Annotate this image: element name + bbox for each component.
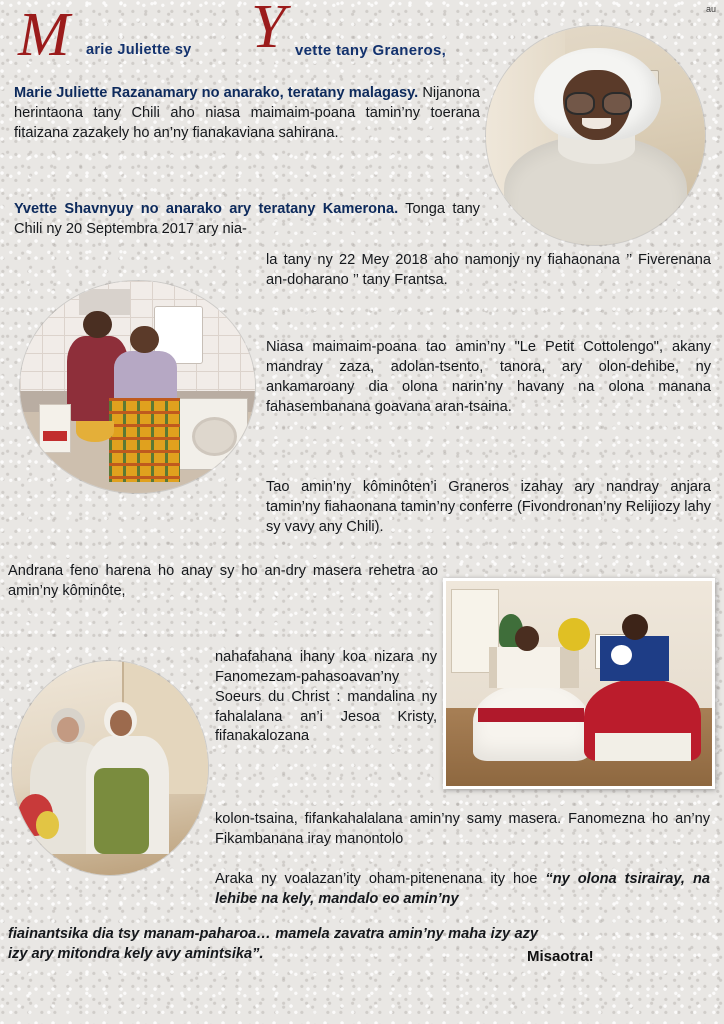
paragraph-intro-yvette-rest: Tonga tany Chili ny 20 Septembra 2017 ary nia-	[14, 201, 480, 237]
photo-woman2-underskirt	[595, 733, 691, 762]
paragraph-experience: Andrana feno harena ho anay sy ho an-dry masera rehetra ao amin’ny kôminôte,	[8, 563, 438, 599]
paragraph-arrival: la tany ny 22 Mey 2018 aho namonjy ny fiahaonana ’’ Fiverenana an-doharano ’’ tany Frantsa.	[266, 252, 711, 288]
photo-woman2-emblem	[611, 645, 632, 666]
photo-person2-apron	[109, 398, 180, 483]
drop-cap-m: M	[18, 1, 70, 69]
photo-range-hood	[79, 289, 131, 314]
paragraph-graneros-conference: Tao amin’ny kôminôten’i Graneros izahay ary nandray anjara tamin’ny fiahaonana tamin’ny conferre (Fivondronan’ny Relijiozy lahy sy vavy any Chili).	[266, 479, 711, 535]
two-women-traditional-dresses	[443, 578, 715, 789]
page-title	[14, 0, 514, 70]
photo-woman2-face	[110, 710, 132, 736]
paragraph-cottolengo: Niasa maimaim-poana tao amin’ny "Le Petit Cottolengo", akany mandray zaza, adolan-tsento, tanora, ary olon-dehibe, ny ankamaroany dia olona narin’ny havany na olona manana fahasembanana goavana aran-tsaina.	[266, 339, 711, 415]
kitchen-two-women-cooking	[20, 281, 255, 493]
paragraph-intro-marie-rest: Nijanona herintaona tany Chili aho niasa maimaim-poana tamin’ny toerana fitaizana zazakely ho an’ny fianakaviana sahirana.	[14, 85, 480, 141]
paragraph-intro-yvette	[14, 200, 480, 240]
photo-woman1-face	[57, 717, 79, 743]
photo-woman1-top	[497, 647, 561, 688]
photo-glasses-right	[602, 92, 632, 116]
photo-package	[39, 404, 72, 453]
photo-person-smile	[582, 118, 610, 129]
photo-person1-head	[83, 311, 111, 339]
photo-woman1-band	[478, 708, 584, 722]
proverb-line-one: “ny olona tsirairay, na lehibe na kely, mandalo eo amin’ny	[215, 871, 710, 907]
proverb-lead-in: Araka ny voalazan’ity oham-pitenenana ity hoe	[215, 871, 546, 887]
corner-tag: au	[705, 4, 716, 14]
photo-glasses-left	[565, 92, 595, 116]
drop-cap-y: Y	[251, 0, 286, 61]
photo-woman1-skirt	[473, 684, 590, 762]
photo-woman2-top	[600, 636, 669, 681]
photo-flowers	[558, 618, 590, 651]
photo-scarf	[94, 768, 149, 854]
title-part-one: arie Juliette sy	[86, 42, 192, 58]
paragraph-charism-sharing: nahafahana ihany koa nizara ny Fanomezam-pahasoavan’ny Soeurs du Christ : mandalina ny fahalalana an’i Jesoa Kristy, fifanakalozana	[215, 649, 437, 745]
photo-woman1-head	[515, 626, 539, 651]
title-part-two: vette tany Graneros,	[295, 42, 447, 59]
paragraph-intro-marie-bold: Marie Juliette Razanamary no anarako, teratany malagasy.	[14, 85, 419, 101]
closing-thanks: Misaotra!	[527, 948, 594, 965]
photo-person2-head	[130, 326, 158, 354]
paragraph-intro-marie	[14, 84, 480, 144]
photo-washing-machine	[175, 398, 248, 470]
paragraph-intro-yvette-bold: Yvette Shavnyuy no anarako ary teratany Kamerona.	[14, 201, 399, 217]
paragraph-cultural-exchange: kolon-tsaina, fifankahalalana amin’ny samy masera. Fanomezna ho an’ny Fikambanana iray manontolo	[215, 811, 710, 847]
photo-flowers-secondary	[36, 811, 60, 839]
photo-bowl	[76, 421, 114, 442]
two-women-embracing	[12, 661, 208, 875]
paragraph-proverb-end: fiainantsika dia tsy manam-paharoa… mamela zavatra amin’ny maha izy azy izy ary mitondra kely avy amintsika”.	[8, 926, 538, 962]
portrait-nun-smiling	[486, 26, 705, 245]
paragraph-proverb-start	[215, 870, 710, 910]
